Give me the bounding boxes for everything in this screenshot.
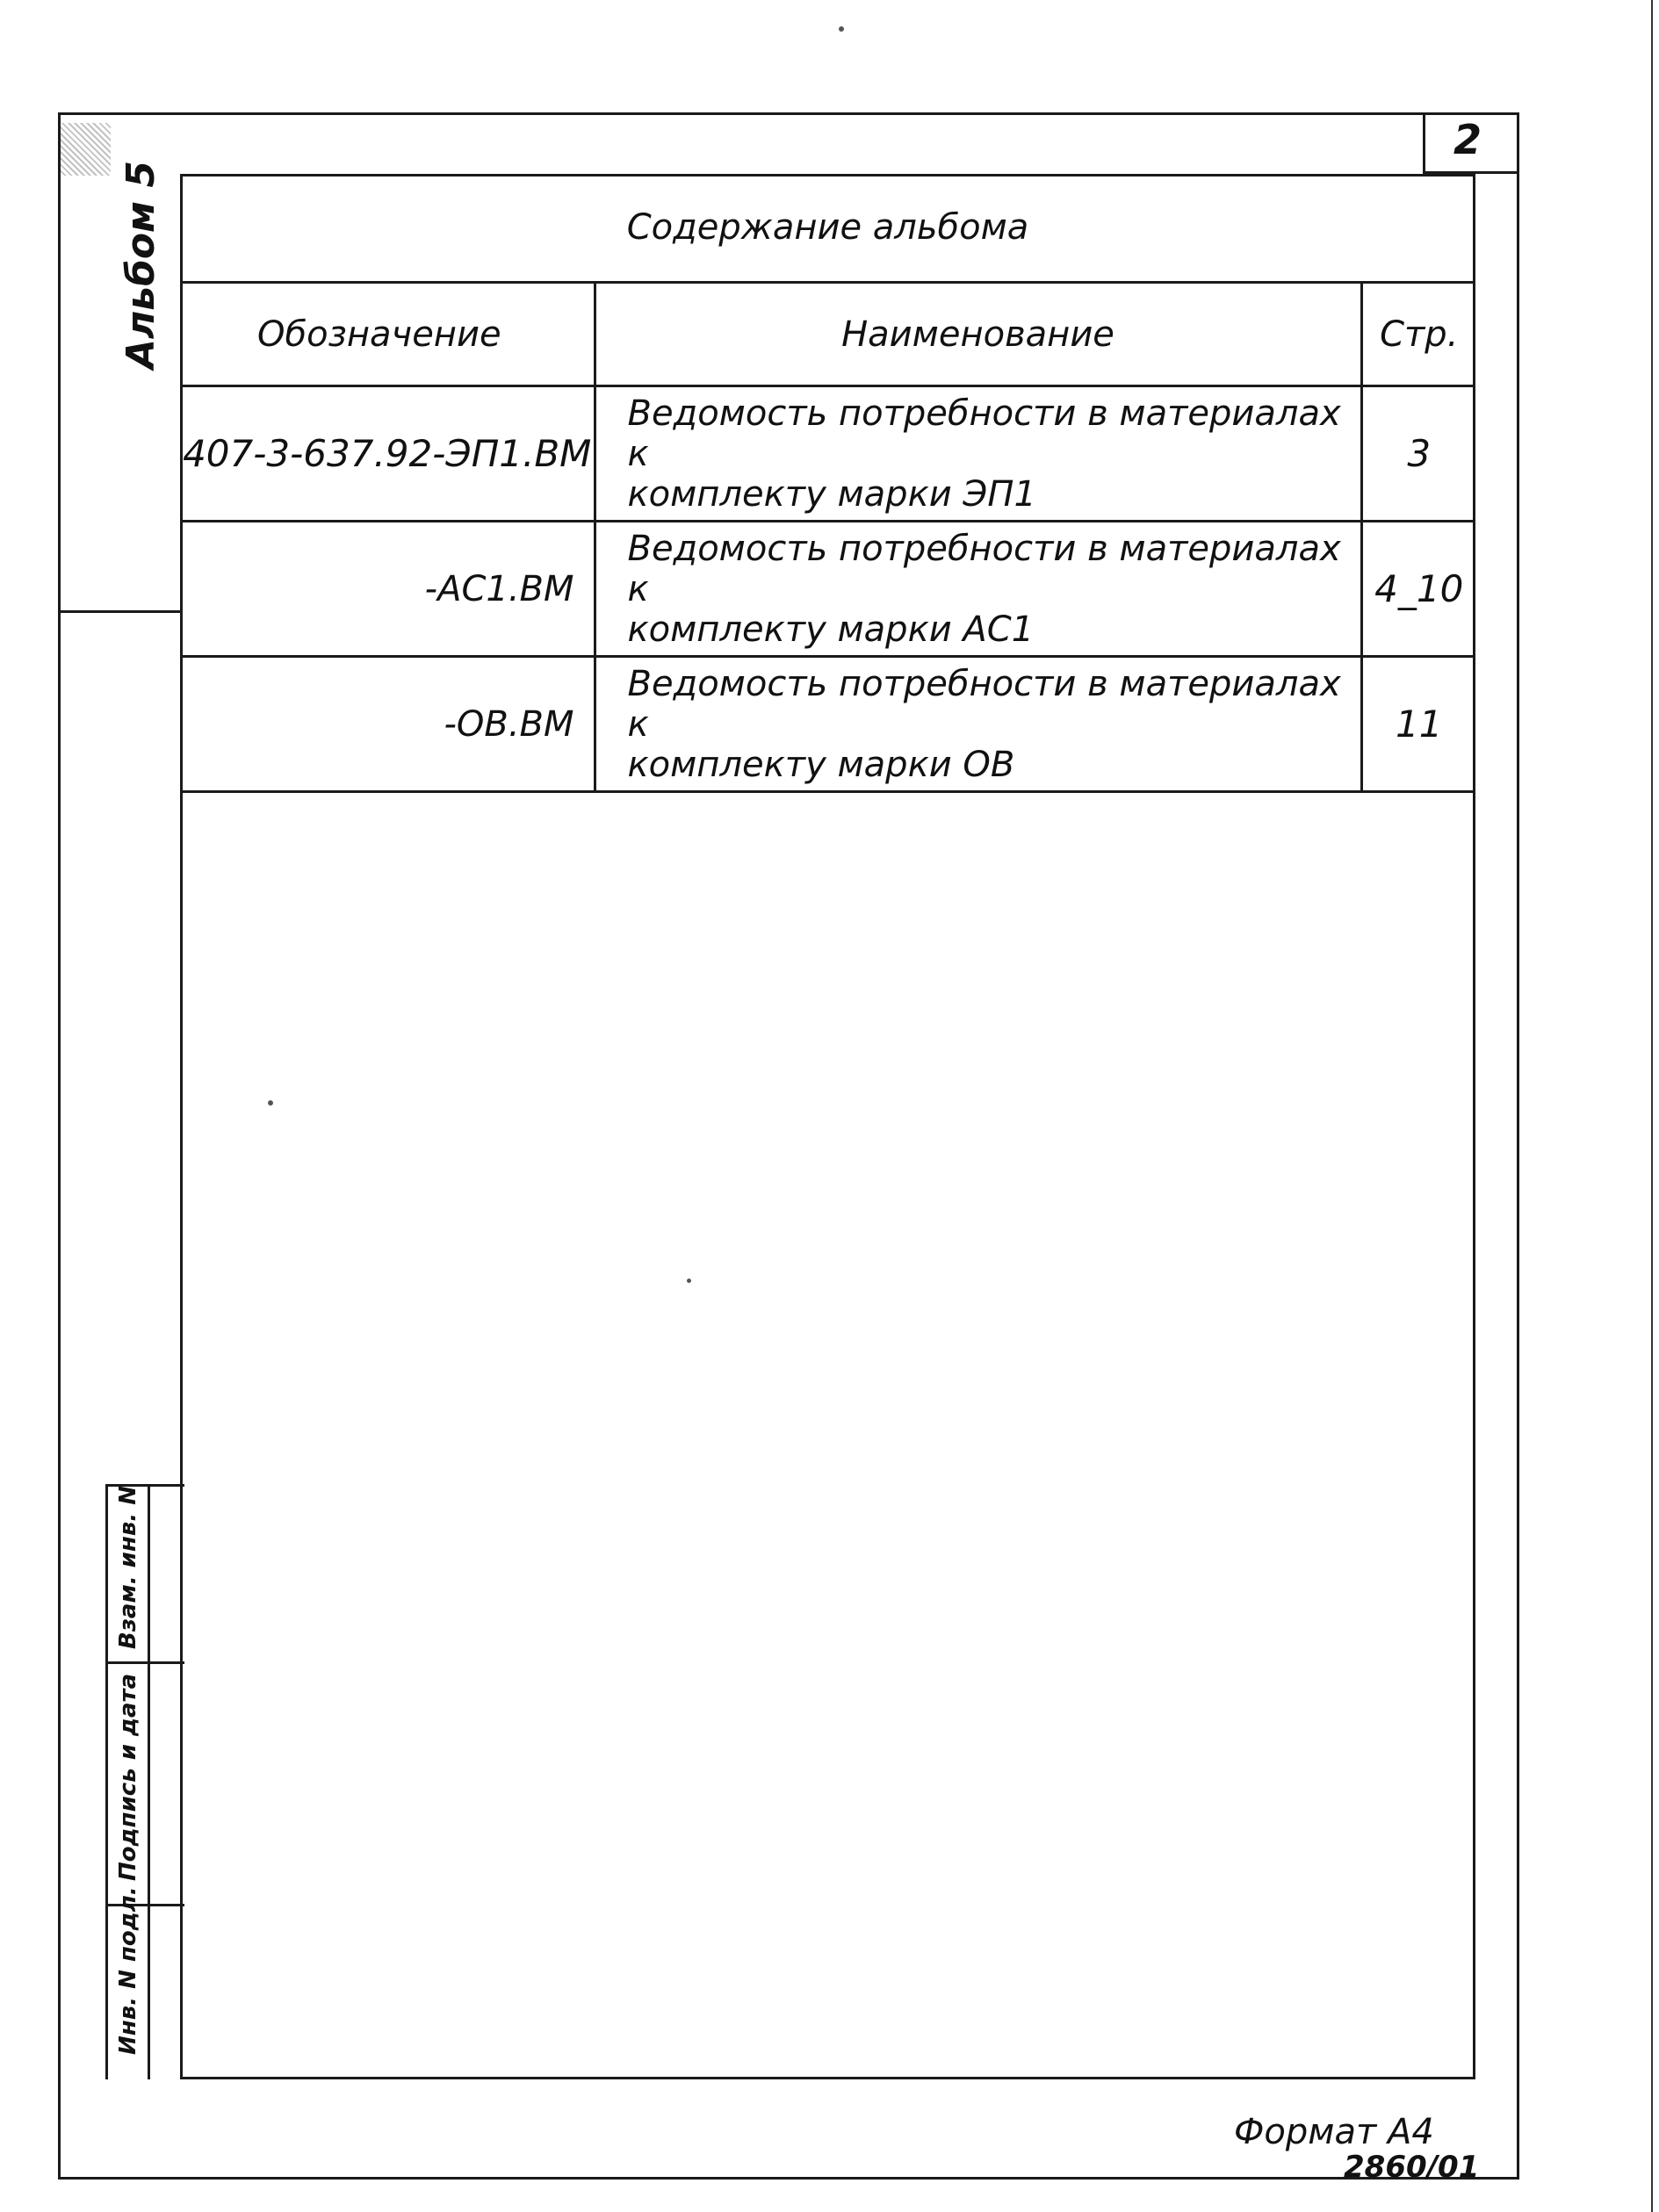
row-page: 11 xyxy=(1361,657,1475,792)
scan-speck xyxy=(839,26,844,32)
table-row xyxy=(180,522,1475,657)
row-name-line: комплекту марки АС1 xyxy=(627,609,1035,650)
inv-original-label: Инв. N подл. xyxy=(115,1886,141,2055)
side-stamp-divider xyxy=(148,1484,150,2079)
row-name xyxy=(595,522,1361,657)
table-header-row xyxy=(180,283,1475,386)
row-name xyxy=(595,657,1361,792)
row-name-line: комплекту марки ОВ xyxy=(627,744,1015,785)
contents-title: Содержание альбома xyxy=(180,174,1475,283)
table-title-row xyxy=(180,174,1475,283)
album-label: Альбом 5 xyxy=(119,161,163,369)
format-label: Формат А4 xyxy=(1234,2112,1434,2152)
row-code: 407-3-637.92-ЭП1.ВМ xyxy=(180,386,595,522)
row-name-line: Ведомость потребности в материалах к xyxy=(627,393,1341,474)
row-name-line: Ведомость потребности в материалах к xyxy=(627,528,1341,609)
table-row xyxy=(180,657,1475,792)
row-code: -ОВ.ВМ xyxy=(180,657,595,792)
header-name: Наименование xyxy=(595,283,1361,386)
archive-number: 2860/01 xyxy=(1344,2150,1480,2185)
row-name xyxy=(595,386,1361,522)
contents-table xyxy=(180,174,1475,793)
header-page: Стр. xyxy=(1361,283,1475,386)
side-stamp-divider xyxy=(105,1661,184,1664)
page-number: 2 xyxy=(1453,116,1482,163)
row-code: -АС1.ВМ xyxy=(180,522,595,657)
row-page: 4_10 xyxy=(1361,522,1475,657)
table-row xyxy=(180,386,1475,522)
scan-edge-line xyxy=(1651,0,1653,2212)
row-page: 3 xyxy=(1361,386,1475,522)
row-name-line: Ведомость потребности в материалах к xyxy=(627,663,1341,745)
signature-date-label: Подпись и дата xyxy=(115,1673,141,1881)
row-name-line: комплекту марки ЭП1 xyxy=(627,473,1036,515)
replacement-inv-label: Взам. инв. N xyxy=(115,1486,141,1649)
header-code: Обозначение xyxy=(180,283,595,386)
